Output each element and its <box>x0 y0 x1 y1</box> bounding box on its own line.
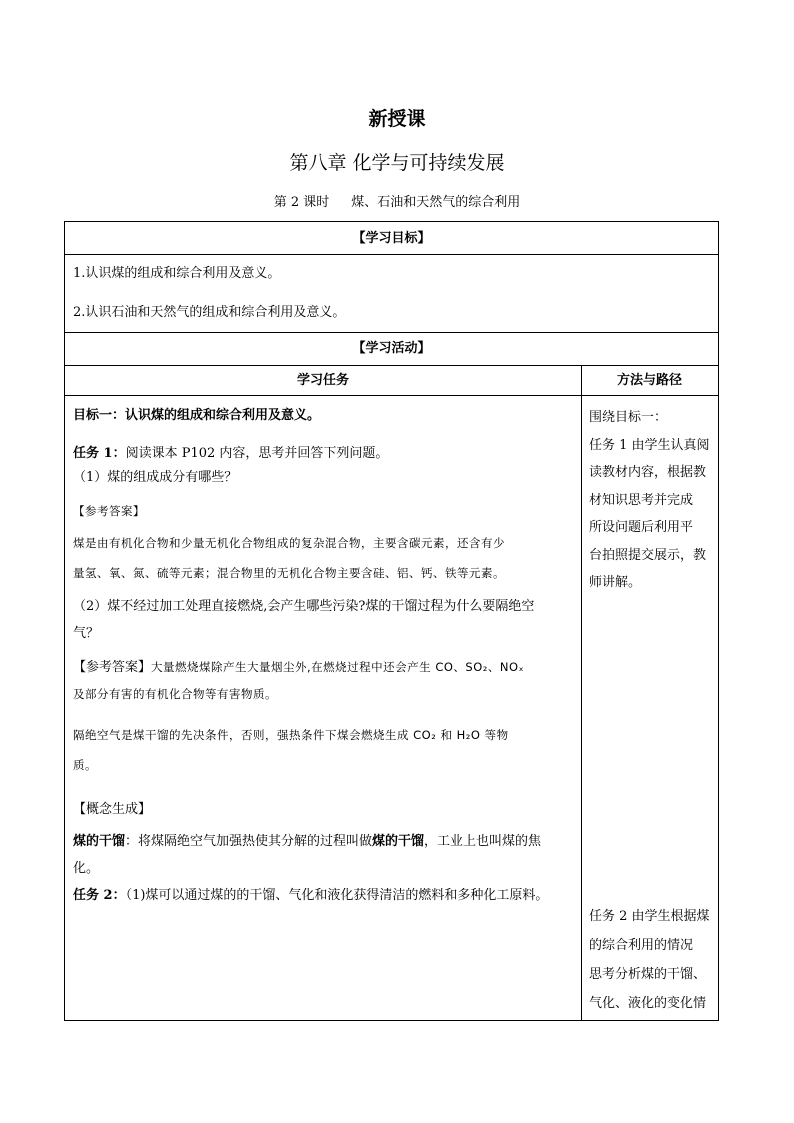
task1 <box>73 442 388 461</box>
period-subtitle <box>0 191 794 210</box>
concept-line1 <box>73 830 541 849</box>
topic-label: 煤、石油和天然气的综合利用 <box>351 195 521 210</box>
task2-text: （1)煤可以通过煤的的干馏、气化和液化获得清洁的燃料和多种化工原料。 <box>125 888 549 903</box>
col-header-task: 学习任务 <box>296 373 349 388</box>
objective-item-1: 1.认识煤的组成和综合利用及意义。 <box>73 266 281 281</box>
method1-line: 所设问题后利用平 <box>589 520 694 535</box>
answer3-line2: 质。 <box>73 758 97 772</box>
task1-label: 任务 1： <box>73 446 126 461</box>
answer1-line1: 煤是由有机化合物和少量无机化合物组成的复杂混合物，主要含碳元素，还含有少 <box>73 536 505 550</box>
answer1-line2: 量氢、氧、氮、硫等元素；混合物里的无机化合物主要含硅、铝、钙、铁等元素。 <box>73 566 505 580</box>
answer2-line2: 及部分有害的有机化合物等有害物质。 <box>73 687 277 701</box>
method2-line: 的综合利用的情况 <box>589 938 694 953</box>
task1-text: 阅读课本 P102 内容，思考并回答下列问题。 <box>125 446 389 461</box>
question2-line1: （2）煤不经过加工处理直接燃烧,会产生哪些污染?煤的干馏过程为什么要隔绝空 <box>73 599 535 614</box>
answer3-line1: 隔绝空气是煤干馏的先决条件，否则，强热条件下煤会燃烧生成 CO₂ 和 H₂O 等物 <box>73 728 509 742</box>
objective-item-2: 2.认识石油和天然气的组成和综合利用及意义。 <box>73 305 346 320</box>
objectives-heading: 【学习目标】 <box>352 231 431 246</box>
lesson-type-title: 新授课 <box>368 108 426 130</box>
concept-term2: 煤的干馏 <box>372 834 425 849</box>
method2-line: 任务 2 由学生根据煤 <box>589 909 710 924</box>
concept-term: 煤的干馏 <box>73 834 126 849</box>
method1-line: 任务 1 由学生认真阅 <box>589 437 710 453</box>
method1-line: 台拍照提交展示，教 <box>589 547 707 563</box>
answer2-text: 大量燃烧煤除产生大量烟尘外,在燃烧过程中还会产生 CO、SO₂、NOₓ <box>151 660 525 674</box>
method1-line: 材知识思考并完成 <box>589 492 694 508</box>
chapter-title: 第八章 化学与可持续发展 <box>289 152 505 174</box>
concept-line2: 化。 <box>73 861 100 876</box>
lesson-table <box>64 221 719 1021</box>
question2-line2: 气？ <box>73 626 100 641</box>
period-label: 第 2 课时 <box>273 195 330 210</box>
method2-line: 思考分析煤的干馏、 <box>589 967 707 982</box>
task2 <box>73 884 548 903</box>
method1-line: 读教材内容，根据教 <box>589 465 707 480</box>
concept-heading: 【概念生成】 <box>73 802 152 817</box>
question-1: （1）煤的组成成分有哪些？ <box>73 470 238 485</box>
col-header-method: 方法与路径 <box>616 373 682 388</box>
reference-answer-label-1: 【参考答案】 <box>73 504 145 518</box>
reference-answer-label-2: 【参考答案】 <box>73 660 152 675</box>
concept-text2: ，工业上也叫煤的焦 <box>424 834 542 849</box>
goal-one: 目标一：认识煤的组成和综合利用及意义。 <box>73 408 321 423</box>
activities-heading: 【学习活动】 <box>352 341 431 356</box>
answer2-line1 <box>73 656 524 675</box>
method2-line: 气化、液化的变化情 <box>589 996 707 1011</box>
task2-label: 任务 2： <box>73 888 126 903</box>
concept-text1: ：将煤隔绝空气加强热使其分解的过程叫做 <box>125 834 373 849</box>
method1-line: 师讲解。 <box>589 575 642 590</box>
method1-line: 围绕目标一： <box>589 410 668 425</box>
